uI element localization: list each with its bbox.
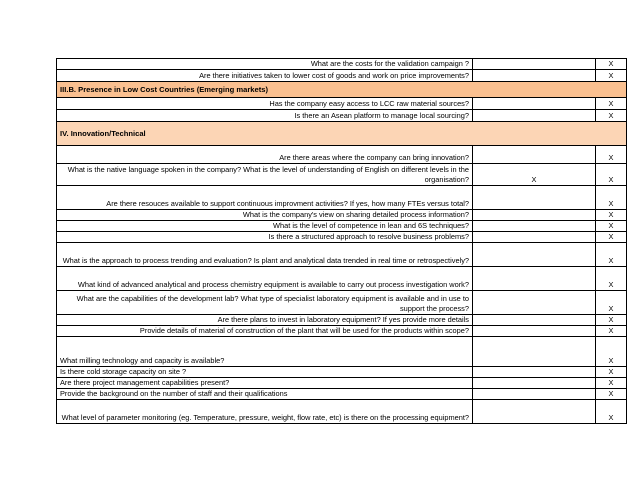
table-row	[56, 58, 627, 70]
table-row	[56, 232, 627, 243]
mark-cell-1	[473, 326, 596, 336]
table-row	[56, 337, 627, 367]
mark-cell-2: X	[596, 98, 627, 109]
question-cell	[56, 291, 473, 314]
table-row	[56, 186, 627, 210]
question-text: What are the capabilities of the development lab? What type of specialist laboratory equipment is available and in use to support the process?	[76, 294, 469, 313]
question-cell	[56, 98, 473, 109]
table-row	[56, 210, 627, 221]
question-text: Are there initiatives taken to lower cost of goods and work on price improvements?	[199, 71, 469, 80]
mark-cell-2: X	[596, 400, 627, 423]
mark-cell-2: X	[596, 186, 627, 209]
question-text: What milling technology and capacity is available?	[60, 356, 225, 365]
mark-cell-2: X	[596, 232, 627, 242]
mark-cell-1	[473, 186, 596, 209]
mark-cell-1	[473, 232, 596, 242]
question-cell	[56, 70, 473, 81]
table-row	[56, 164, 627, 186]
table-row	[56, 400, 627, 424]
mark-cell-1	[473, 146, 596, 163]
mark-cell-2: X	[596, 326, 627, 336]
question-cell	[56, 221, 473, 231]
table-row	[56, 243, 627, 267]
mark-cell-2: X	[596, 146, 627, 163]
question-text: Are there plans to invest in laboratory equipment? If yes provide more details	[217, 315, 469, 324]
question-text: What is the company's view on sharing detailed process information?	[242, 210, 469, 219]
section-header: III.B. Presence in Low Cost Countries (Emerging markets)	[56, 82, 627, 98]
mark-cell-1	[473, 98, 596, 109]
question-cell	[56, 186, 473, 209]
question-text: What is the native language spoken in the company? What is the level of understanding of English on different levels in the organisation?	[67, 165, 469, 184]
question-text: What kind of advanced analytical and process chemistry equipment is available to carry out process investigation work?	[77, 280, 469, 289]
mark-cell-2: X	[596, 59, 627, 69]
question-cell	[56, 367, 473, 377]
table-row	[56, 98, 627, 110]
question-cell	[56, 164, 473, 185]
mark-cell-2: X	[596, 70, 627, 81]
question-cell	[56, 337, 473, 366]
question-cell	[56, 315, 473, 325]
question-text: Provide the background on the number of staff and their qualifications	[60, 389, 288, 398]
mark-cell-1	[473, 291, 596, 314]
mark-cell-1	[473, 400, 596, 423]
question-cell	[56, 243, 473, 266]
table-row	[56, 367, 627, 378]
mark-cell-2: X	[596, 110, 627, 121]
table-row	[56, 267, 627, 291]
table-row	[56, 378, 627, 389]
question-cell	[56, 210, 473, 220]
mark-cell-2: X	[596, 221, 627, 231]
table-row	[56, 315, 627, 326]
section-header: IV. Innovation/Technical	[56, 122, 627, 146]
mark-cell-1	[473, 243, 596, 266]
question-text: Are there project management capabilities present?	[60, 378, 230, 387]
mark-cell-2: X	[596, 291, 627, 314]
question-text: Is there a structured approach to resolve business problems?	[268, 232, 469, 241]
question-text: Provide details of material of construction of the plant that will be used for the products within scope?	[139, 326, 469, 335]
table-row	[56, 221, 627, 232]
question-cell	[56, 378, 473, 388]
question-cell	[56, 400, 473, 423]
question-cell	[56, 232, 473, 242]
question-cell	[56, 59, 473, 69]
mark-cell-1	[473, 367, 596, 377]
mark-cell-2: X	[596, 243, 627, 266]
mark-cell-2: X	[596, 267, 627, 290]
table-row	[56, 326, 627, 337]
question-text: What is the level of competence in lean and 6S techniques?	[273, 221, 469, 230]
question-text: What is the approach to process trending and evaluation? Is plant and analytical data trended in real time or retrospectively?	[62, 256, 469, 265]
mark-cell-1	[473, 59, 596, 69]
mark-cell-2: X	[596, 210, 627, 220]
question-text: Are there areas where the company can bring innovation?	[279, 153, 469, 162]
question-text: Has the company easy access to LCC raw material sources?	[269, 99, 469, 108]
question-text: Is there cold storage capacity on site ?	[60, 367, 187, 376]
question-cell	[56, 146, 473, 163]
table-row	[56, 146, 627, 164]
mark-cell-1	[473, 389, 596, 399]
mark-cell-2: X	[596, 164, 627, 185]
mark-cell-2: X	[596, 315, 627, 325]
question-text: Is there an Asean platform to manage local sourcing?	[294, 111, 469, 120]
questionnaire-table	[56, 58, 627, 424]
mark-cell-2: X	[596, 389, 627, 399]
table-row	[56, 110, 627, 122]
mark-cell-1	[473, 267, 596, 290]
mark-cell-2: X	[596, 378, 627, 388]
mark-cell-1	[473, 70, 596, 81]
mark-cell-1	[473, 221, 596, 231]
mark-cell-1	[473, 210, 596, 220]
question-cell	[56, 326, 473, 336]
mark-cell-2: X	[596, 367, 627, 377]
mark-cell-1	[473, 337, 596, 366]
question-text: Are there resouces available to support continuous improvment activities? If yes, how many FTEs versus total?	[106, 199, 469, 208]
mark-cell-1	[473, 315, 596, 325]
table-row	[56, 70, 627, 82]
question-cell	[56, 110, 473, 121]
mark-cell-1: X	[473, 164, 596, 185]
mark-cell-1	[473, 378, 596, 388]
table-row	[56, 389, 627, 400]
question-text: What level of parameter monitoring (eg. Temperature, pressure, weight, flow rate, etc) is there on the processing equipment?	[61, 413, 469, 422]
question-text: What are the costs for the validation campaign ?	[310, 59, 469, 68]
mark-cell-1	[473, 110, 596, 121]
question-cell	[56, 389, 473, 399]
question-cell	[56, 267, 473, 290]
mark-cell-2: X	[596, 337, 627, 366]
table-row	[56, 291, 627, 315]
